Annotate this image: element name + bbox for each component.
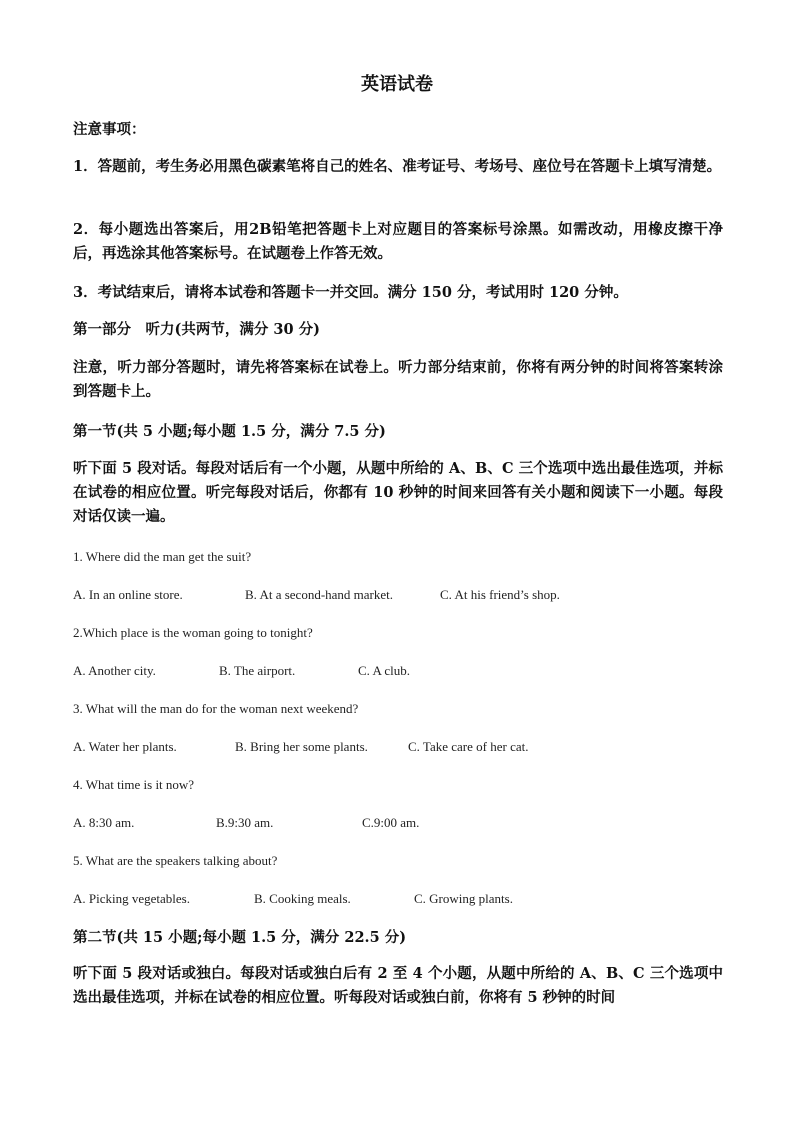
q1-option-a: A. In an online store. — [73, 587, 183, 602]
q4-option-c: C.9:00 am. — [362, 815, 420, 830]
question-3: 3. What will the man do for the woman next weekend? — [73, 701, 359, 716]
part1-heading: 第一部分 听力(共两节，满分 30 分) — [73, 321, 320, 338]
section1-instructions: 听下面 5 段对话。每段对话后有一个小题，从题中所给的 A、B、C 三个选项中选出最佳选项，并标在试卷的相应位置。听完每段对话后，你都有 10 秒钟的时间来回答有关小题和阅读下一小题。每段对话仅读一遍。 — [73, 460, 723, 525]
note-item-1: 1．答题前，考生务必用黑色碳素笔将自己的姓名、准考证号、考场号、座位号在答题卡上填写清楚。 — [73, 158, 722, 175]
q4-option-b: B.9:30 am. — [216, 815, 274, 830]
q2-option-c: C. A club. — [358, 663, 411, 678]
q3-option-c: C. Take care of her cat. — [408, 739, 529, 754]
question-4: 4. What time is it now? — [73, 777, 195, 792]
q2-option-a: A. Another city. — [73, 663, 156, 678]
question-2: 2.Which place is the woman going to tonight? — [73, 625, 313, 640]
q3-option-a: A. Water her plants. — [73, 739, 177, 754]
q5-option-a: A. Picking vegetables. — [73, 891, 190, 906]
q1-option-c: C. At his friend’s shop. — [440, 587, 560, 602]
q5-option-b: B. Cooking meals. — [254, 891, 351, 906]
page-title: 英语试卷 — [361, 74, 433, 95]
q1-option-b: B. At a second-hand market. — [245, 587, 394, 602]
q3-option-b: B. Bring her some plants. — [235, 739, 368, 754]
part1-note: 注意，听力部分答题时，请先将答案标在试卷上。听力部分结束前，你将有两分钟的时间将答案转涂到答题卡上。 — [73, 359, 723, 400]
section1-heading: 第一节(共 5 小题;每小题 1.5 分，满分 7.5 分) — [73, 423, 386, 440]
note-item-2: 2．每小题选出答案后，用2B铅笔把答题卡上对应题目的答案标号涂黑。如需改动，用橡皮擦干净后，再选涂其他答案标号。在试题卷上作答无效。 — [73, 221, 723, 262]
section2-instructions: 听下面 5 段对话或独白。每段对话或独白后有 2 至 4 个小题，从题中所给的 A、B、C 三个选项中选出最佳选项，并标在试卷的相应位置。听每段对话或独白前，你将有 5 秒钟的时间 — [73, 965, 723, 1006]
section2-heading: 第二节(共 15 小题;每小题 1.5 分，满分 22.5 分) — [73, 929, 407, 946]
q4-option-a: A. 8:30 am. — [73, 815, 135, 830]
note-item-3: 3．考试结束后，请将本试卷和答题卡一并交回。满分 150 分，考试用时 120 分钟。 — [73, 284, 628, 301]
question-5: 5. What are the speakers talking about? — [73, 853, 278, 868]
notes-heading: 注意事项： — [73, 121, 146, 138]
question-1: 1. Where did the man get the suit? — [73, 549, 252, 564]
q5-option-c: C. Growing plants. — [414, 891, 513, 906]
q2-option-b: B. The airport. — [219, 663, 296, 678]
